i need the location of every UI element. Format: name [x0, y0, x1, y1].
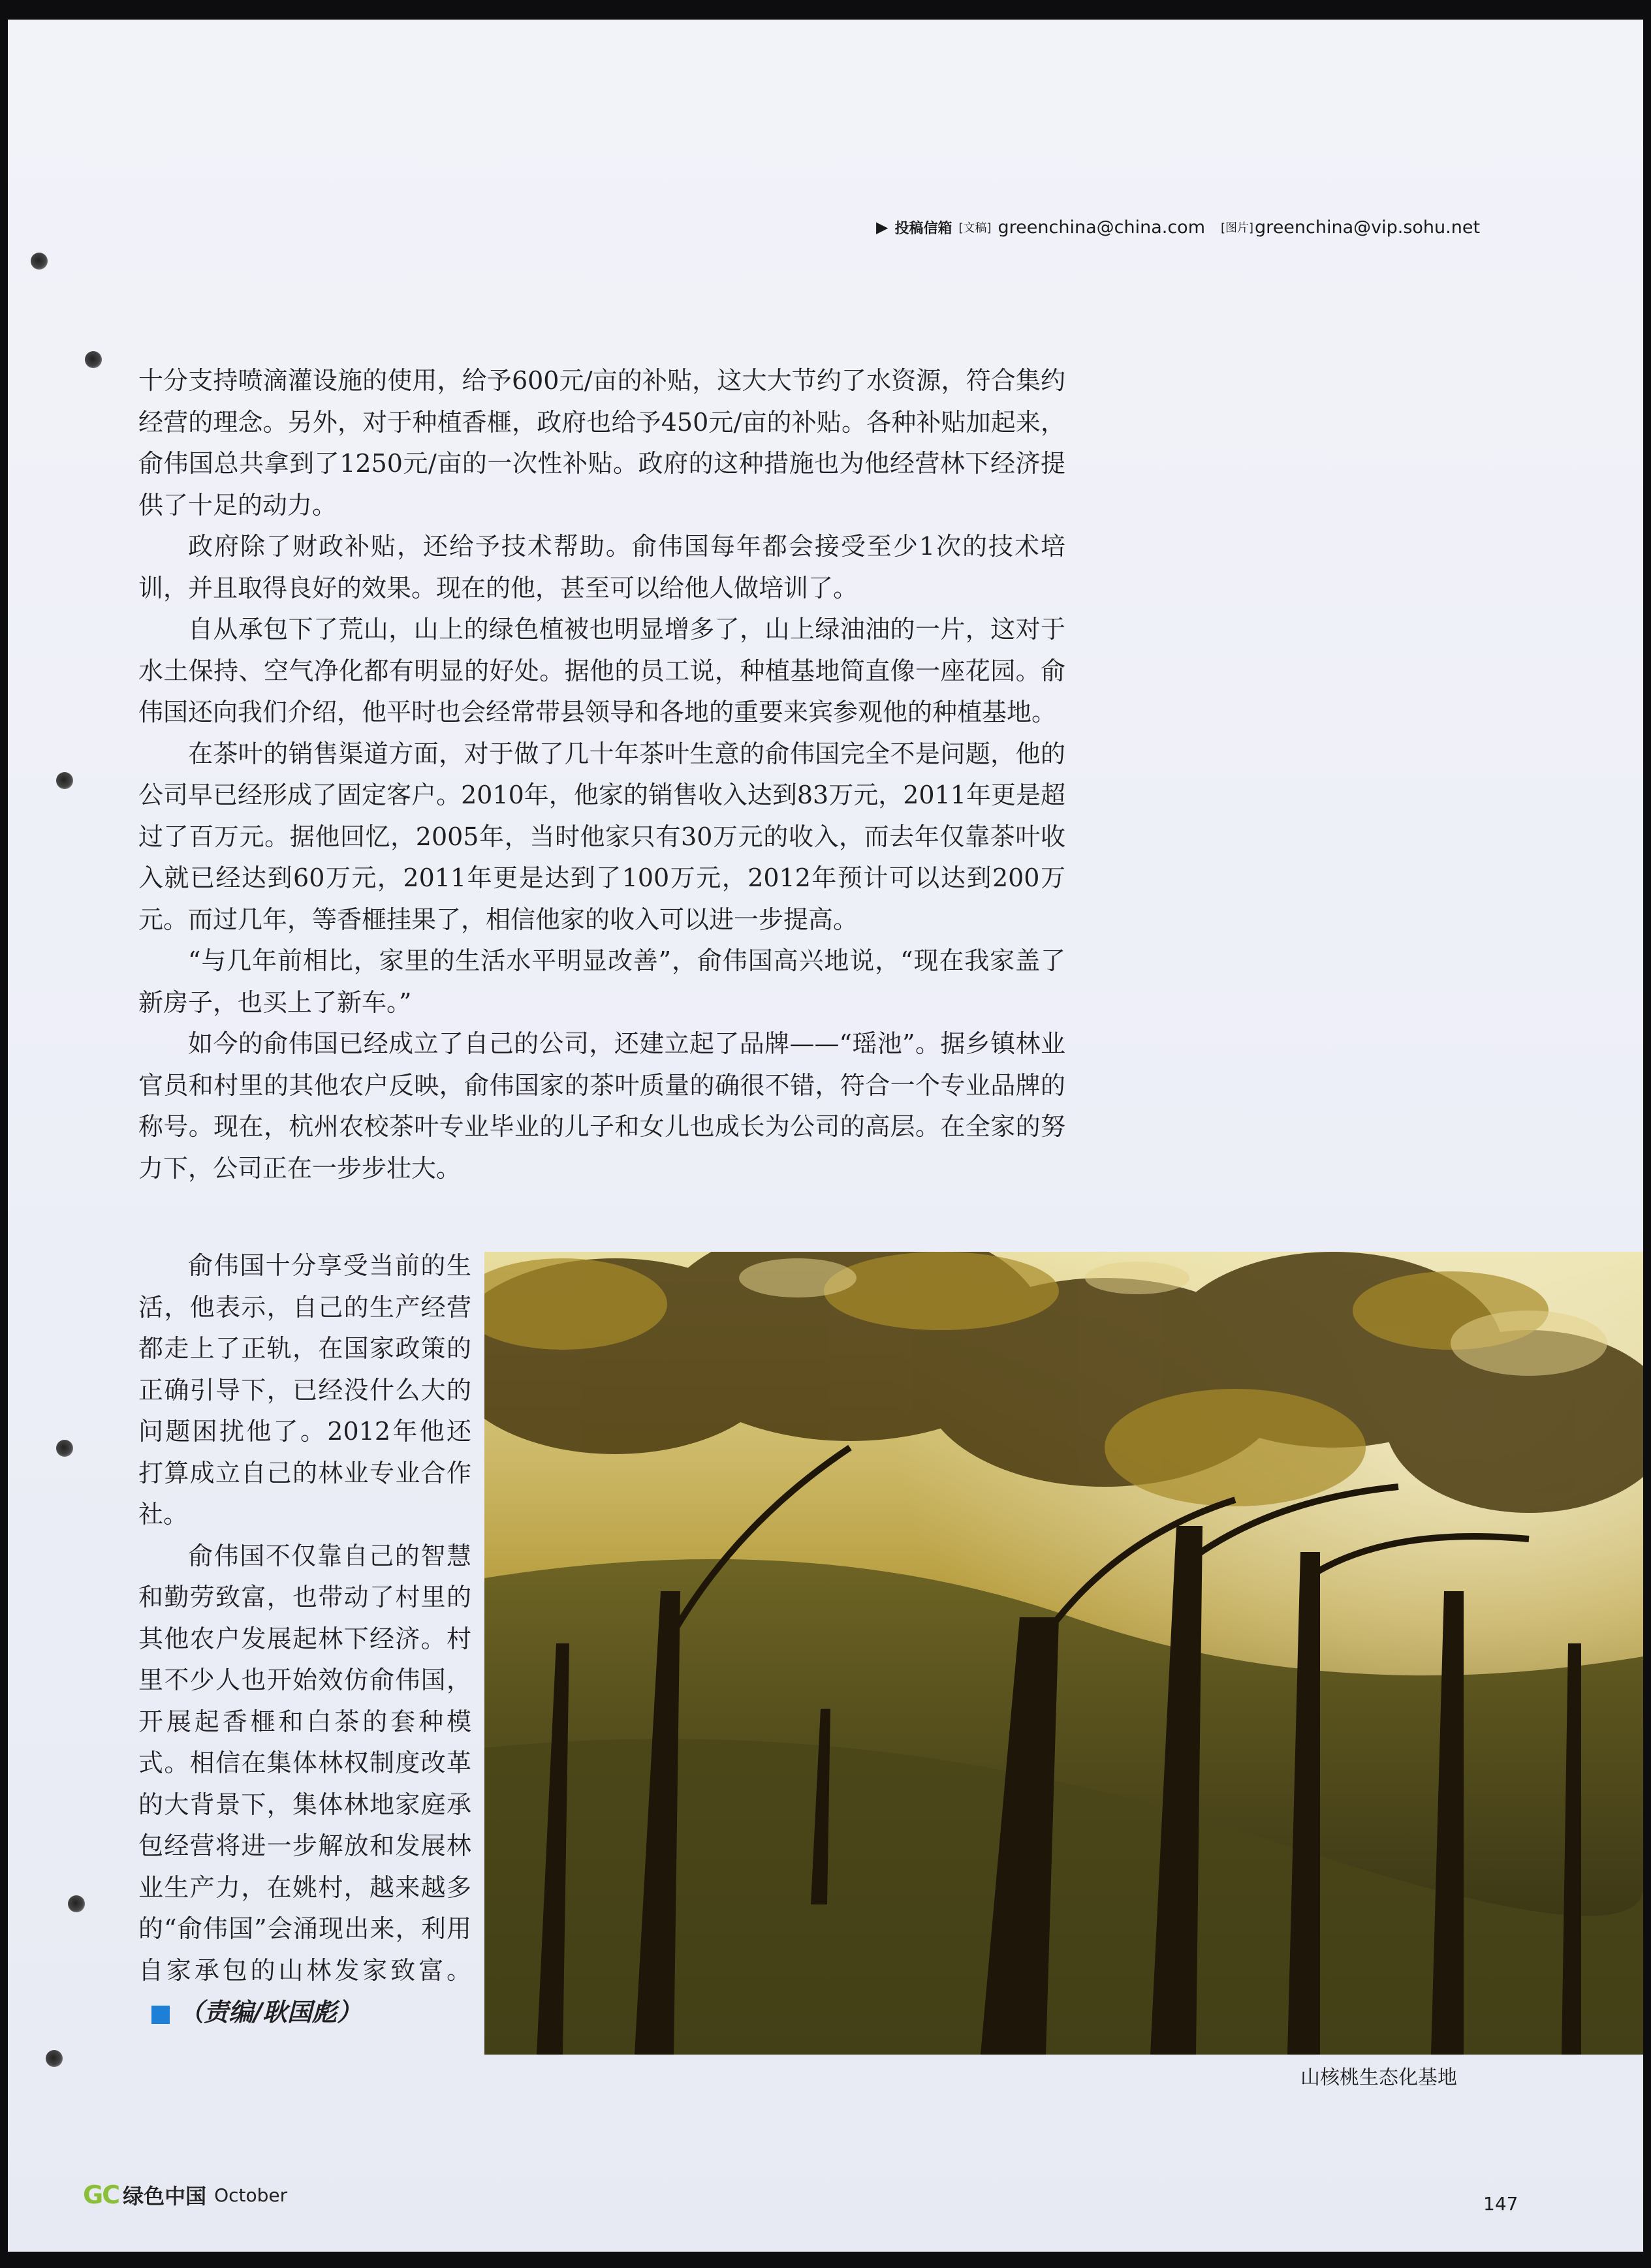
- article-paragraph: 如今的俞伟国已经成立了自己的公司，还建立起了品牌——“瑶池”。据乡镇林业官员和村里的其他农户反映，俞伟国家的茶叶质量的确很不错，符合一个专业品牌的称号。现在，杭州农校茶叶专业毕业的儿子和女儿也成长为公司的高层。在全家的努力下，公司正在一步步壮大。: [138, 1029, 1065, 1183]
- editor-credit: （责编/耿国彪）: [179, 1997, 362, 2027]
- magazine-logo: GC: [83, 2181, 119, 2209]
- article-last-paragraph: [138, 1536, 471, 2034]
- forest-photo: [484, 1252, 1643, 2055]
- image-tag: [图片]: [1221, 221, 1254, 235]
- forest-photo-illustration: [484, 1252, 1643, 2055]
- submission-header: [876, 214, 1594, 240]
- binding-hole: [85, 351, 102, 368]
- article-paragraph: 在茶叶的销售渠道方面，对于做了几十年茶叶生意的俞伟国完全不是问题，他的公司早已经形成了固定客户。2010年，他家的销售收入达到83万元，2011年更是超过了百万元。据他回忆，2005年，当时他家只有30万元的收入，而去年仅靠茶叶收入就已经达到60万元，2011年更是达到了100万元，2012年预计可以达到200万元。而过几年，等香榧挂果了，相信他家的收入可以进一步提高。: [138, 739, 1065, 934]
- article-paragraph: 十分支持喷滴灌设施的使用，给予600元/亩的补贴，这大大节约了水资源，符合集约经营的理念。另外，对于种植香榧，政府也给予450元/亩的补贴。各种补贴加起来，俞伟国总共拿到了1250元/亩的一次性补贴。政府的这种措施也为他经营林下经济提供了十足的动力。: [138, 366, 1065, 520]
- text-tag: [文稿]: [958, 221, 992, 235]
- binding-hole: [56, 772, 73, 789]
- magazine-name: 绿色中国: [123, 2184, 207, 2209]
- text-email: greenchina@china.com: [998, 217, 1205, 238]
- binding-hole: [46, 2050, 63, 2067]
- photo-caption: 山核桃生态化基地: [1300, 2066, 1457, 2089]
- article-paragraph: 政府除了财政补贴，还给予技术帮助。俞伟国每年都会接受至少1次的技术培训，并且取得良好的效果。现在的他，甚至可以给他人做培训了。: [138, 532, 1065, 602]
- article-side-column: [138, 1245, 471, 2034]
- article-paragraph: “与几年前相比，家里的生活水平明显改善”，俞伟国高兴地说，“现在我家盖了新房子，也买上了新车。”: [138, 946, 1065, 1017]
- image-email: greenchina@vip.sohu.net: [1255, 217, 1481, 238]
- article-paragraph: 俞伟国十分享受当前的生活，他表示，自己的生产经营都走上了正轨，在国家政策的正确引导下，已经没什么大的问题困扰他了。2012年他还打算成立自己的林业专业合作社。: [138, 1251, 471, 1529]
- article-paragraph: 自从承包下了荒山，山上的绿色植被也明显增多了，山上绿油油的一片，这对于水土保持、空气净化都有明显的好处。据他的员工说，种植基地简直像一座花园。俞伟国还向我们介绍，他平时也会经常带县领导和各地的重要来宾参观他的种植基地。: [138, 615, 1065, 726]
- binding-hole: [68, 1895, 85, 1912]
- article-body: [138, 360, 1065, 1189]
- triangle-icon: ▶: [876, 218, 888, 236]
- end-square-icon: [151, 2006, 170, 2024]
- page-number: 147: [1483, 2193, 1518, 2214]
- binding-hole: [31, 253, 48, 270]
- binding-hole: [56, 1440, 73, 1457]
- article-paragraph-text: 俞伟国不仅靠自己的智慧和勤劳致富，也带动了村里的其他农户发展起林下经济。村里不少人也开始效仿俞伟国，开展起香榧和白茶的套种模式。相信在集体林权制度改革的大背景下，集体林地家庭承包经营将进一步解放和发展林业生产力，在姚村，越来越多的“俞伟国”会涌现出来，利用自家承包的山林发家致富。: [138, 1541, 471, 1985]
- magazine-page: [8, 20, 1643, 2252]
- issue-month: October: [214, 2184, 288, 2206]
- submission-label: 投稿信箱: [894, 220, 952, 237]
- magazine-footer: [83, 2179, 287, 2211]
